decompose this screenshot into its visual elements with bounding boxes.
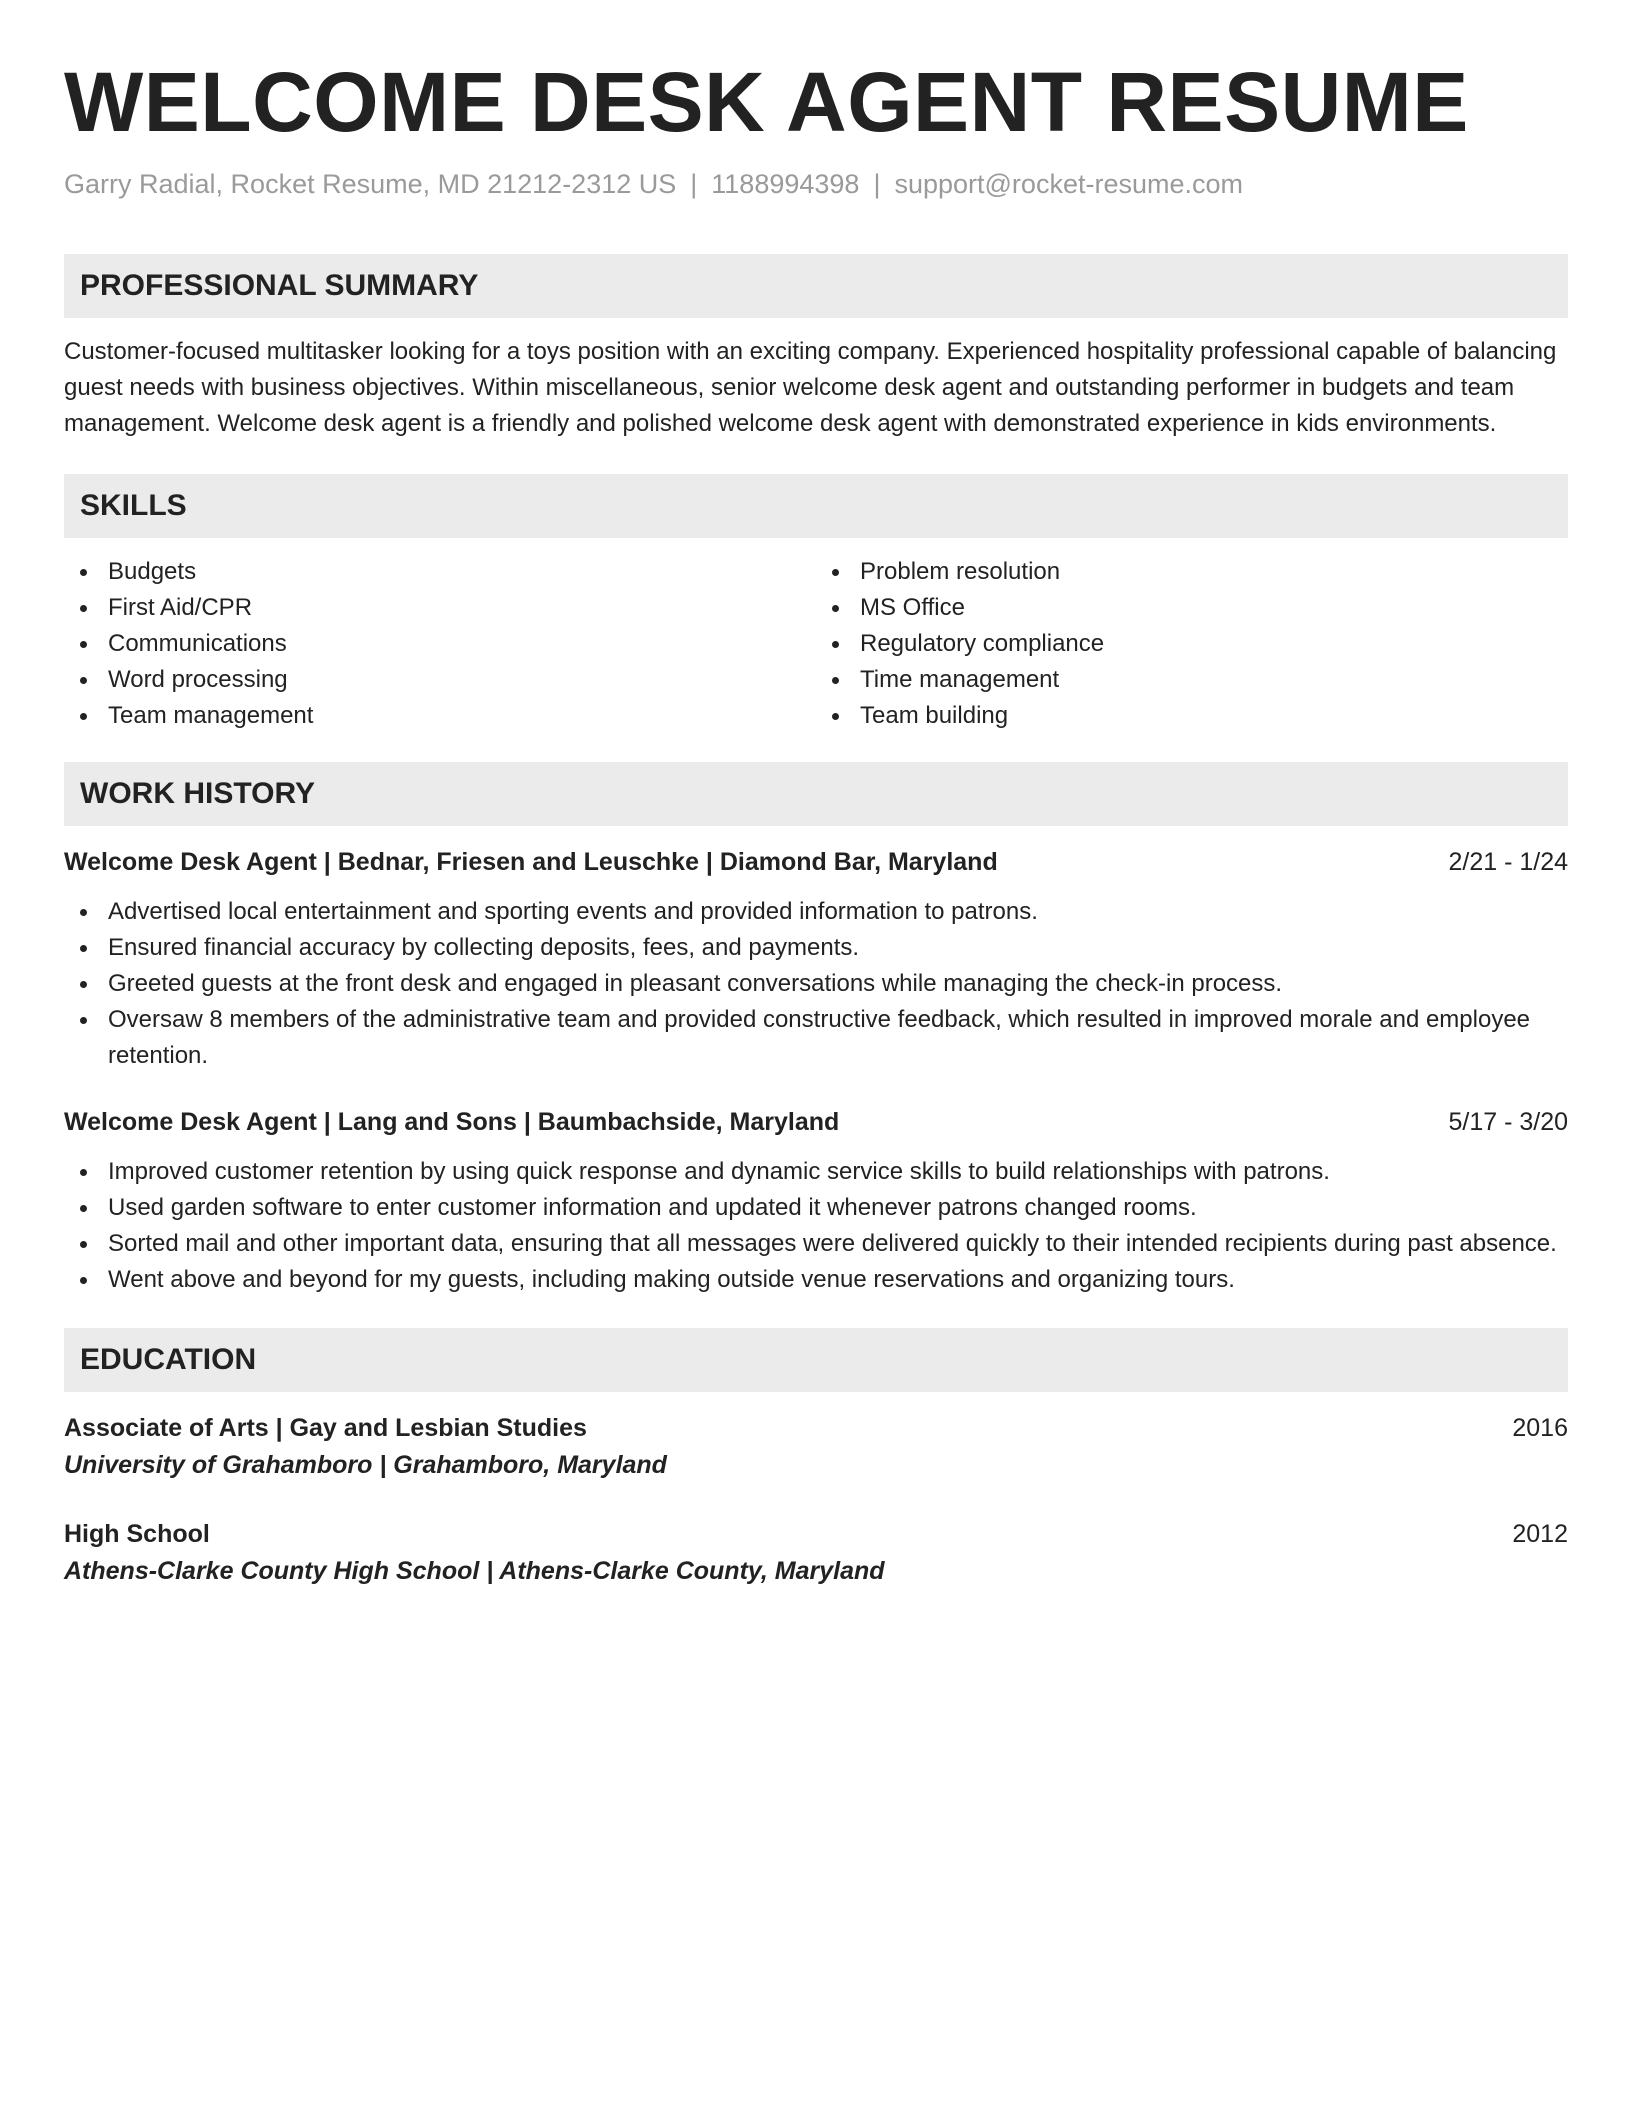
job-heading-row <box>64 1104 1568 1140</box>
skill-label: First Aid/CPR <box>108 594 253 621</box>
bullet-icon <box>80 677 87 684</box>
bullet-icon <box>832 605 839 612</box>
bullet-icon <box>80 945 87 952</box>
skill-label: Regulatory compliance <box>860 630 1105 657</box>
bullet-icon <box>80 713 87 720</box>
skill-item <box>816 554 1568 590</box>
job-entry <box>64 1104 1568 1298</box>
job-bullet-text: Greeted guests at the front desk and engaged in pleasant conversations while managing the check-in process. <box>108 970 1283 997</box>
bullet-icon <box>80 1205 87 1212</box>
bullet-icon <box>80 569 87 576</box>
skills-column-right <box>816 554 1568 734</box>
contact-separator: | <box>690 169 698 199</box>
education-year: 2012 <box>1512 1520 1568 1548</box>
skill-label: Word processing <box>108 666 288 693</box>
education-heading-row <box>64 1410 1568 1446</box>
skill-item <box>816 590 1568 626</box>
contact-email: support@rocket-resume.com <box>894 169 1243 199</box>
job-entry <box>64 844 1568 1074</box>
skill-label: Team management <box>108 702 314 729</box>
skill-label: Problem resolution <box>860 558 1061 585</box>
skill-item <box>64 590 816 626</box>
job-bullet <box>64 894 1568 930</box>
bullet-icon <box>80 1277 87 1284</box>
job-bullet-text: Advertised local entertainment and sporting events and provided information to patrons. <box>108 898 1038 925</box>
job-bullet <box>64 1262 1568 1298</box>
job-bullet <box>64 1154 1568 1190</box>
job-bullet <box>64 930 1568 966</box>
skill-label: Time management <box>860 666 1060 693</box>
job-title: Welcome Desk Agent | Bednar, Friesen and Leuschke | Diamond Bar, Maryland <box>64 848 998 876</box>
skills-list <box>64 554 1568 734</box>
job-bullet-list <box>64 894 1568 1074</box>
bullet-icon <box>80 605 87 612</box>
contact-line <box>64 166 1568 202</box>
bullet-icon <box>832 677 839 684</box>
job-bullet-text: Oversaw 8 members of the administrative team and provided constructive feedback, which resulted in improved morale and employee retention. <box>108 1006 1531 1069</box>
job-bullet <box>64 966 1568 1002</box>
skill-item <box>816 698 1568 734</box>
education-degree: Associate of Arts | Gay and Lesbian Studies <box>64 1414 587 1442</box>
bullet-icon <box>832 713 839 720</box>
section-header-professional-summary: PROFESSIONAL SUMMARY <box>64 254 1568 318</box>
education-year: 2016 <box>1512 1414 1568 1442</box>
job-bullet <box>64 1190 1568 1226</box>
education-heading-row <box>64 1516 1568 1552</box>
contact-separator: | <box>873 169 881 199</box>
section-header-work-history: WORK HISTORY <box>64 762 1568 826</box>
job-dates: 2/21 - 1/24 <box>1448 848 1568 876</box>
skill-item <box>64 554 816 590</box>
job-bullet-text: Used garden software to enter customer information and updated it whenever patrons changed rooms. <box>108 1194 1197 1221</box>
bullet-icon <box>832 641 839 648</box>
skill-label: Budgets <box>108 558 197 585</box>
section-header-skills: SKILLS <box>64 474 1568 538</box>
skill-label: MS Office <box>860 594 965 621</box>
education-school: University of Grahamboro | Grahamboro, Maryland <box>64 1451 667 1479</box>
bullet-icon <box>80 1169 87 1176</box>
section-header-education: EDUCATION <box>64 1328 1568 1392</box>
education-entry <box>64 1516 1568 1590</box>
resume-title: WELCOME DESK AGENT RESUME <box>64 55 1469 149</box>
job-bullet <box>64 1002 1568 1074</box>
job-bullet-text: Went above and beyond for my guests, including making outside venue reservations and organizing tours. <box>108 1266 1235 1293</box>
skill-item <box>816 626 1568 662</box>
bullet-icon <box>80 641 87 648</box>
skill-item <box>64 698 816 734</box>
skill-item <box>816 662 1568 698</box>
job-bullet-text: Improved customer retention by using quick response and dynamic service skills to build relationships with patrons. <box>108 1158 1330 1185</box>
bullet-icon <box>80 981 87 988</box>
skill-label: Team building <box>860 702 1009 729</box>
skill-item <box>64 662 816 698</box>
bullet-icon <box>80 909 87 916</box>
job-bullet <box>64 1226 1568 1262</box>
job-bullet-list <box>64 1154 1568 1298</box>
skill-label: Communications <box>108 630 287 657</box>
bullet-icon <box>832 569 839 576</box>
job-title: Welcome Desk Agent | Lang and Sons | Baumbachside, Maryland <box>64 1108 840 1136</box>
contact-phone: 1188994398 <box>711 169 860 199</box>
skill-item <box>64 626 816 662</box>
job-bullet-text: Sorted mail and other important data, ensuring that all messages were delivered quickly to their intended recipients during past absence. <box>108 1230 1557 1257</box>
job-bullet-text: Ensured financial accuracy by collecting deposits, fees, and payments. <box>108 934 860 961</box>
bullet-icon <box>80 1241 87 1248</box>
bullet-icon <box>80 1017 87 1024</box>
education-entry <box>64 1410 1568 1484</box>
contact-address: Garry Radial, Rocket Resume, MD 21212-2312 US <box>64 169 677 199</box>
skills-column-left <box>64 554 816 734</box>
education-school: Athens-Clarke County High School | Athens-Clarke County, Maryland <box>64 1557 885 1585</box>
job-heading-row <box>64 844 1568 880</box>
education-degree: High School <box>64 1520 210 1548</box>
job-dates: 5/17 - 3/20 <box>1448 1108 1568 1136</box>
summary-text: Customer-focused multitasker looking for a toys position with an exciting company. Experienced hospitality professional capable of balancing guest needs with business objectives. Within miscellaneous, senior welcome desk agent and outstanding performer in budgets and team management. Welcome desk agent is a friendly and polished welcome desk agent with demonstrated experience in kids environments. <box>64 338 1557 437</box>
